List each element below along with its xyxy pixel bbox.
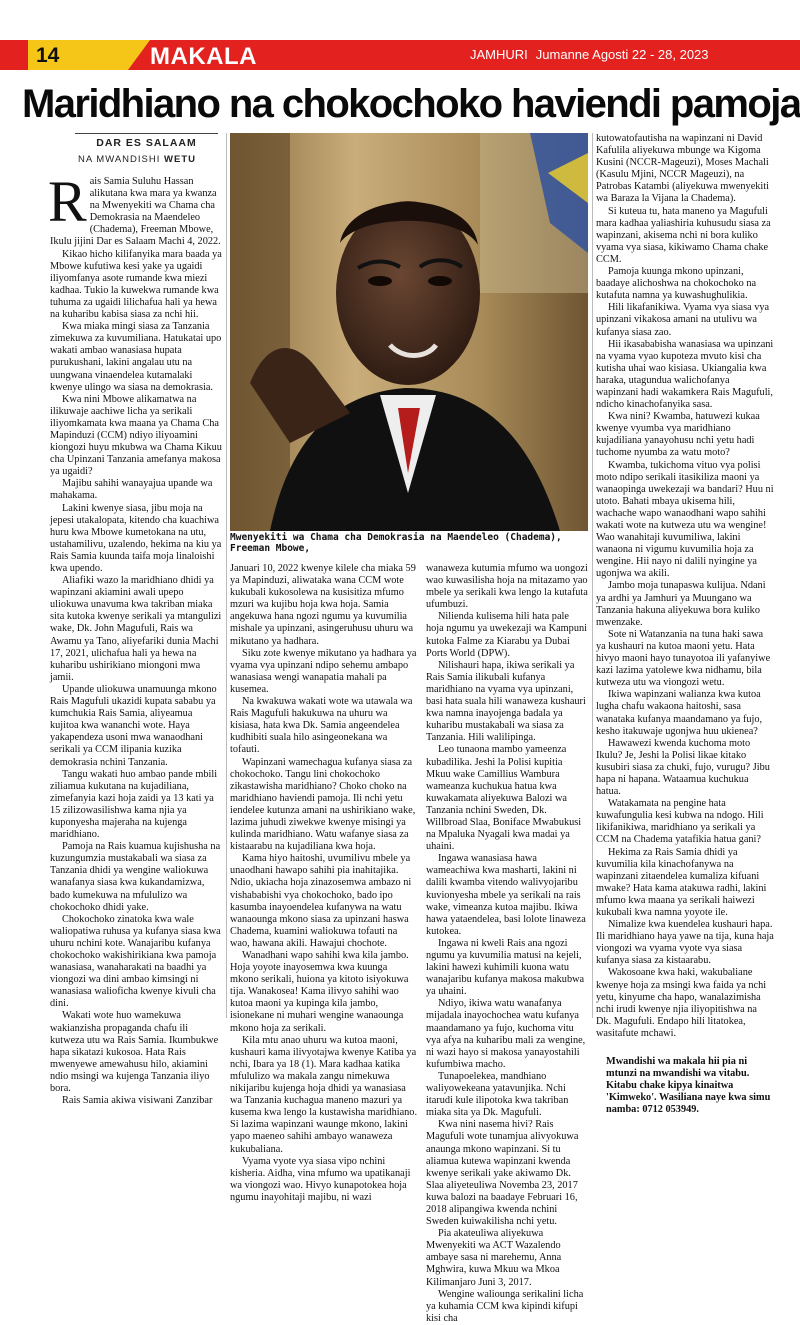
paragraph: Na kwakuwa wakati wote wa utawala wa Rais Magufuli hakukuwa na uhuru wa kisiasa, hata kwa Dk. Samia angeendelea kudhibiti suala hilo asingeonekana wa tofauti. <box>230 696 413 756</box>
article-column-2 <box>230 563 418 1203</box>
paragraph: Nilienda kulisema hili hata pale hoja ngumu ya uwekezaji wa Kampuni kutoka Falme za Kiarabu ya Dubai Ports World (DPW). <box>426 611 587 659</box>
issue-date: Jumanne Agosti 22 - 28, 2023 <box>535 47 709 62</box>
paragraph: Kama hiyo haitoshi, uvumilivu mbele ya unaodhani hawapo sahihi pia inahitajika. Ndio, ukiacha hoja zinazosemwa ambazo ni vishababishi vya chokochoko, bado ipo kasumba inayoendelea kufanywa na watu wanaounga mkono siasa za upinzani haswa Chadema, kuamini waliokuwa tofauti na wao, hawana akili. Hawajui chochote. <box>230 853 412 949</box>
paragraph: Siku zote kwenye mikutano ya hadhara ya vyama vya upinzani ndipo sehemu ambapo wanasiasa wengi wanapatia mahali pa kusemea. <box>230 647 417 695</box>
paragraph: Wengine waliounga serikalini licha ya kuhamia CCM kwa kipindi kifupi kisi cha <box>426 1288 584 1324</box>
paragraph: Hekima za Rais Samia dhidi ya kuvumilia kila kinachofanywa na wapinzani zitaendelea kumaliza kifuani mwake? Hata kama atakuwa radhi, lakini mfumo kwa maana ya serikali haiwezi kukubali kwa namna yoyote ile. <box>596 846 767 918</box>
paragraph: Pamoja na Rais kuamua kujishusha na kuzungumzia mustakabali wa siasa za Tanzania dhidi ya wengine waliokuwa wanafanya siasa kwa kukandamizwa, bado kumekuwa na mfululizo wa chokochoko dhidi yake. <box>50 841 221 913</box>
paragraph: wanaweza kutumia mfumo wa uongozi wao kuwasilisha hoja na mitazamo yao mbele ya serikali kwa lengo la kutafuta ufumbuzi. <box>426 563 588 611</box>
headline: Maridhiano na chokochoko haviendi pamoja <box>22 82 800 126</box>
paragraph: Hili likafanikiwa. Vyama vya siasa vya upinzani vikakosa amani na utulivu wa kufanya siasa zao. <box>596 302 770 338</box>
author-footnote: Mwandishi wa makala hii pia ni mtunzi na mwandishi wa vitabu. Kitabu chake kipya kinaitwa 'Kimweko'. Wasiliana naye kwa simu namba: 0712 053949. <box>606 1056 771 1116</box>
byline-prefix: NA MWANDISHI <box>78 154 161 165</box>
paragraph: Pamoja kuunga mkono upinzani, baadaye alichoshwa na chokochoko na kutafuta namna ya kuwashughulikia. <box>596 266 757 302</box>
paragraph: Januari 10, 2022 kwenye kilele cha miaka 59 ya Mapinduzi, aliwataka wana CCM wote kukubali kukosolewa na kusisitiza mfumo mzuri wa kujibu hoja kwa hoja. Samia angekuwa hana ngozi ngumu ya kuvumilia mishale ya upinzani, asingeruhusu uhuru wa mikutano ya hadhara. <box>230 563 416 647</box>
paragraph: Kikao hicho kilifanyika mara baada ya Mbowe kufutiwa kesi yake ya ugaidi iliyomfanya asote rumande kwa miezi kadhaa. Tukio la kuwekwa rumande kwa tuhuma za ugaidi lilichafua hali ya hewa na kuharibu kabisa siasa za nchi hii. <box>50 248 222 321</box>
paragraph: Vyama vyote vya siasa vipo nchini kisheria. Aidha, vina mfumo wa upatikanaji wa viongozi wao. Hivyo kunapotokea hoja ngumu inayohitaji majibu, ni wazi <box>230 1155 411 1203</box>
paragraph: Tangu wakati huo ambao pande mbili ziliamua kukutana na kujadiliana, zimefanyia kazi hoja zaidi ya 13 kati ya 15 zilizowasilishwa kama njia ya kuponyesha majeraha na kujenga maridhiano. <box>50 768 218 841</box>
dateline <box>470 47 709 62</box>
paragraph: Wanadhani wapo sahihi kwa kila jambo. Hoja yoyote inayosemwa kwa kuunga mkono serikali, huiona ya kitoto isiyokuwa tija. Wanakosea! Kama ilivyo sahihi wao kutoa maoni ya kupinga kila jambo, isionekane ni muhari wengine wanaounga mkono hoja za serikali. <box>230 950 409 1034</box>
paragraph: Wakosoane kwa haki, wakubaliane kwenye hoja za msingi kwa faida ya nchi yetu, kinyume cha hapo, wanalazimisha nchi irudi kwenye njia iliyopitishwa na Dk. Magufuli. Endapo hili litatokea, wasitafute mchawi. <box>596 967 767 1039</box>
paragraph: Hawawezi kwenda kuchoma moto Ikulu? Je, Jeshi la Polisi likae kitako kusubiri siasa za chuki, fujo, vurugu? Jibu hapa ni hapana. Wataamua kuchukua hatua. <box>596 737 770 798</box>
paragraph: Sote ni Watanzania na tuna haki sawa ya kushauri na kutoa maoni yetu. Hata hivyo maoni hayo tunayotoa ili yafanyiwe kazi lazima yatolewe kwa nidhamu, bila kutweza utu wa viongozi wetu. <box>596 628 771 689</box>
photo-caption: Mwenyekiti wa Chama cha Demokrasia na Maendeleo (Chadema), Freeman Mbowe, <box>230 532 562 554</box>
paragraph: Kwamba, tukichoma vituo vya polisi moto ndipo serikali itasikiliza maoni ya wanaopinga uwekezaji wa bandari? Huu ni utoto. Bahati mbaya ukisema hili, wachache wapo wanaodhani wapo sahihi wakati wote na kutweza utu wa wengine! Wao wanahitaji kuvumiliwa, lakini wanaona ni vigumu kuvumilia hoja za wengine. Hii nayo ni dalili nyingine ya ugonjwa wa akili. <box>596 459 774 580</box>
paragraph: Leo tunaona mambo yameenza kubadilika. Jeshi la Polisi kupitia Mkuu wake Camillius Wambura wameanza kuchukua hatua kwa kuwakamata aliyekuwa Balozi wa Tanzania nchini Sweden, Dk. Willbroad Slaa, Boniface Mwabukusi na Mpaluka Nyagali kwa madai ya uhaini. <box>426 744 582 853</box>
article-column-4 <box>596 133 774 1116</box>
paragraph: Ikiwa wapinzani walianza kwa kutoa lugha chafu wakaona haitoshi, sasa wanataka kufanya maandamano ya fujo, kesho itakuwaje ugonjwa huu ukienea? <box>596 689 763 737</box>
paragraph: Nimalize kwa kuendelea kushauri hapa. Ili maridhiano haya yawe na tija, kuna haja viongozi wa vyama vyote vya siasa kufanya siasa za kistaarabu. <box>596 919 774 967</box>
paragraph: Kwa nini Mbowe alikamatwa na ilikuwaje aachiwe licha ya serikali iliyomkamata kwa maana ya Chama Cha Mapinduzi (CCM) ndiyo iliyoamini kiongozi huyu mkubwa wa Chama Kikuu cha Upinzani Tanzania amefanya makosa ya ugaidi? <box>50 393 222 478</box>
article-column-3 <box>426 563 588 1324</box>
paragraph: Aliafiki wazo la maridhiano dhidi ya wapinzani akiamini awali upepo uliokuwa unavuma kwa takriban miaka sita kutoka kwenye serikali ya mtangulizi wake, Dk. John Magufuli, Rais wa Awamu ya Tano, aliyefariki dunia Machi 17, 2021, ulichafua hali ya hewa na kuharibu ushirikiano miongoni mwa jamii. <box>50 575 222 683</box>
paragraph: Wakati wote huo wamekuwa wakianzisha propaganda chafu ili kutweza utu wa Rais Samia. Ikumbukwe hapa sikatazi kukosoa. Hata Rais mwenyewe amewahusu hilo, akiamini ndio msingi wa kujenga Tanzania iliyo bora. <box>50 1010 219 1095</box>
paragraph: Si kuteua tu, hata maneno ya Magufuli mara kadhaa yaliashiria kuhusudu siasa za wapinzani, akisema nchi ni bora kuliko vyama vya siasa, kikiwamo Chama chake CCM. <box>596 205 771 265</box>
lead-paragraph-text: ais Samia Suluhu Hassan alikutana kwa mara ya kwanza na Mwenyekiti wa Chama cha Demokrasia na Maendeleo (Chadema), Freeman Mbowe, Ikulu jijini Dar es Salaam Machi 4, 2022. <box>50 176 221 248</box>
byline <box>78 154 196 165</box>
byline-location: DAR ES SALAAM <box>75 133 218 149</box>
header-yellow-wedge <box>128 40 150 70</box>
paragraph: Wapinzani wamechagua kufanya siasa za chokochoko. Tangu lini chokochoko zikastawisha maridhiano? Choko choko na maridhiano haviendi pamoja. Ili nchi yetu iendelee kutunza amani na ushirikiano wake, lazima juhudi ziwekwe kwenye misingi ya kulinda maridhiano. Watu wafanye siasa za kistaarabu na kujadiliana kwa hoja. <box>230 756 416 853</box>
paragraph: Watakamata na pengine hata kuwafungulia kesi kubwa na ndogo. Hili likifanikiwa, maridhiano ya serikali ya CCM na Chadema yatafikia hatua gani? <box>596 798 764 846</box>
column-rule <box>226 133 227 1018</box>
column-rule <box>592 133 593 1018</box>
paragraph: Rais Samia akiwa visiwani Zanzibar <box>62 1095 213 1107</box>
paragraph: Upande uliokuwa unamuunga mkono Rais Magufuli ukazidi kupata sababu ya kumchukia Rais Samia, aliyeamua kujitoa kwa wananchi wote. Haya yakapendeza usoni mwa wanaodhani serikali ya CCM ilipania kuzika demokrasia nchini Tanzania. <box>50 683 217 768</box>
section-title: MAKALA <box>150 43 257 70</box>
paragraph: Chokochoko zinatoka kwa wale waliopatiwa ruhusa ya kufanya siasa kwa uhuru nchini kote. Wanajaribu kufanya chokochoko wakishirikiana kwa pamoja wanasiasa, wanaharakati na baadhi ya viongozi wa dini ambao kimsingi ni wanasiasa walioficha kwenye kivuli cha dini. <box>50 913 221 1010</box>
paragraph: Ingawa wanasiasa hawa wameachiwa kwa masharti, lakini ni dalili kwamba vitendo walivyojaribu kuvionyesha mbele ya serikali na rais wake, vimeanza kutoa majibu. Ikiwa hawa yataendelea, basi lolote linaweza kutokea. <box>426 853 586 937</box>
paragraph: Ingawa ni kweli Rais ana ngozi ngumu ya kuvumilia matusi na kejeli, lakini hawezi kuhimili kuona watu wanajaribu kufanya makosa makubwa ya uhaini. <box>426 937 585 998</box>
paragraph: Kwa miaka mingi siasa za Tanzania zimekuwa za kuvumiliana. Hatukatai upo wakati ambao wanasiasa hupata purukushani, lakini angalau utu na uungwana vinaendelea kutamalaki kwenye ulingo wa siasa na demokrasia. <box>50 321 222 393</box>
paragraph: kutowatofautisha na wapinzani ni David Kafulila aliyekuwa mbunge wa Kigoma Kusini (NCCR-Mageuzi), Moses Machali (Kasulu Mjini, NCCR Mageuzi), na Patrobas Katambi (aliyekuwa mwenyekiti wa Baraza la Vijana la Chadema). <box>596 133 769 205</box>
paragraph: Kwa nini nasema hivi? Rais Magufuli wote tunamjua alivyokuwa anaunga mkono wapinzani. Si tu aliamua kutewa wapinzani kwenda kwenye serikali yake akiwamo Dk. Slaa aliyeteuliwa Novemba 23, 2017 kuwa balozi na baadaye Februari 16, 2018 alipangiwa kwenda nchini Sweden kuiwakilisha nchi yetu. <box>426 1119 579 1228</box>
paragraph: Jambo moja tunapaswa kulijua. Ndani ya ardhi ya Jamhuri ya Muungano wa Tanzania hakuna aliyekuwa bora kuliko mwenzake. <box>596 580 766 628</box>
article-photo <box>230 133 588 531</box>
paragraph: Pia akateuliwa aliyekuwa Mwenyekiti wa ACT Wazalendo ambaye sasa ni marehemu, Anna Mghwira, kuwa Mkuu wa Mkoa Kilimanjaro Juni 3, 2017. <box>426 1228 562 1288</box>
drop-cap: R <box>48 169 87 234</box>
page-header <box>0 40 800 70</box>
paragraph: Hii ikasababisha wanasiasa wa upinzani na vyama vyao kupoteza mvuto kisi cha kutisha uhai wao kisiasa. Ukiangalia kwa haraka, utagundua walichofanya wapinzani hadi wakamkera Rais Magufuli, ndicho kinachofanyika sasa. <box>596 338 774 411</box>
paragraph: Tunapoelekea, mandhiano waliyowekeana yatavunjika. Nchi itarudi kule ilipotoka kwa takriban miaka sita ya Dk. Magufuli. <box>426 1070 569 1119</box>
publication-name: JAMHURI <box>470 47 528 62</box>
paragraph: Ndiyo, ikiwa watu wanafanya mijadala inayochochea watu kufanya maandamano ya fujo, kuchoma vitu vya afya na kuharibu mali za wengine, ni wazi hayo si makosa yanayostahili kufumbiwa macho. <box>426 998 586 1070</box>
paragraph: Kwa nini? Kwamba, hatuwezi kukaa kwenye vyumba vya maridhiano kujadiliana yanayohusu nchi yetu hadi tuchome nyumba za watu moto? <box>596 411 760 459</box>
byline-author: WETU <box>164 154 196 165</box>
paragraph: Majibu sahihi wanayajua upande wa mahakama. <box>50 478 213 502</box>
page-number: 14 <box>36 44 60 67</box>
paragraph: Kila mtu anao uhuru wa kutoa maoni, kushauri kama ilivyotajwa kwenye Katiba ya nchi, Ibara ya 18 (1). Mara kadhaa katika mfululizo wa makala zangu nimekuwa nikijaribu kujenga hoja dhidi ya wanasiasa wa Tanzania kuchagua maneno mazuri ya kusema kwa lengo la kustawisha maridhiano. Si lazima wapinzani waunge mkono, lakini yapo maeneo sahihi ambayo wanaweza kukubaliana. <box>230 1034 418 1155</box>
freeman-mbowe-photo <box>230 133 588 531</box>
paragraph: Nilishauri hapa, ikiwa serikali ya Rais Samia ilikubali kufanya maridhiano na vyama vya upinzani, basi hata suala hili wanaweza kushauri kwa namna inayojenga badala ya kuharibu mustakabali wa siasa za Tanzania. Hili walilipinga. <box>426 659 586 744</box>
article-column-1 <box>48 169 222 1107</box>
paragraph: Lakini kwenye siasa, jibu moja na jepesi utakalopata, kitendo cha kuachiwa huru kwa Mbowe kumetokana na utu, ustahamilivu, uzalendo, hekima na kiu ya Rais Samia kuunda taifa moja linaloishi kwa upendo. <box>50 502 222 574</box>
lead-paragraph <box>48 169 222 249</box>
